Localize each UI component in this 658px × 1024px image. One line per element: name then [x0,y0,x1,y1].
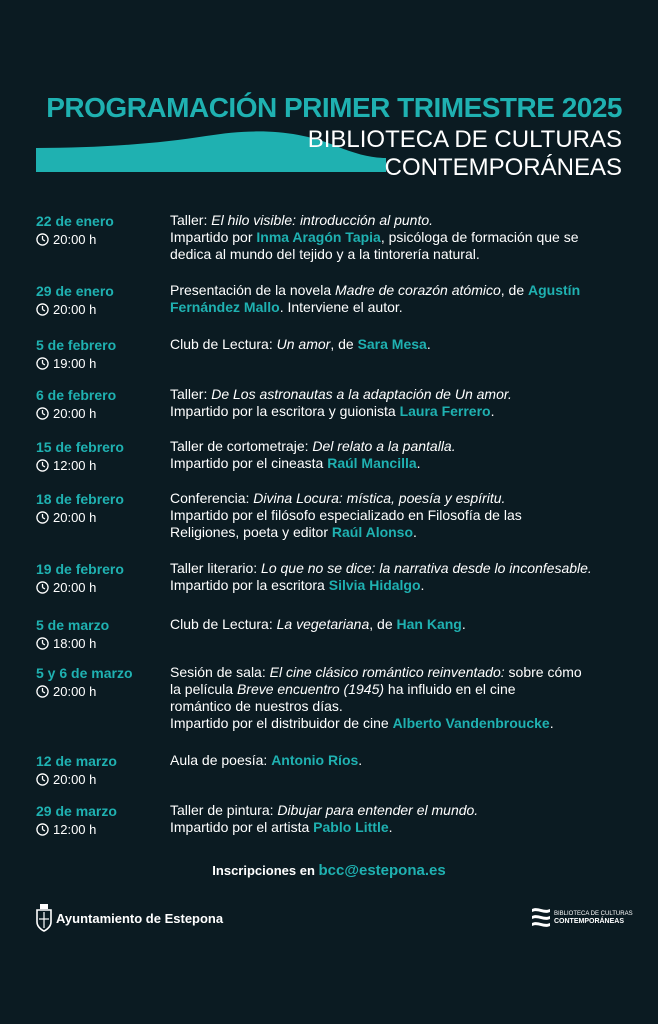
event-work-title: Breve encuentro (1945) [236,681,385,697]
event-text: . [490,403,495,419]
event-text: . [416,455,421,471]
speaker-name: Han Kang [396,616,462,632]
event-date-block [36,616,164,652]
inscriptions-line [0,862,658,879]
event-time-text: 19:00 h [53,356,97,371]
event-date: 29 de enero [36,283,114,299]
event-text: Impartido por el filósofo especializado en Filosofía de las [170,507,522,523]
event-text: Impartido por la escritora [170,577,329,593]
event-description [170,212,630,263]
event-text: Sesión de sala: [170,664,270,680]
event-text: Taller: [170,212,212,228]
event-time [36,231,164,248]
event-description [170,386,630,420]
event-time-text: 20:00 h [53,510,97,525]
event-work-title: El cine clásico romántico reinventado: [269,664,505,680]
speaker-name: Sara Mesa [357,336,427,352]
speaker-name: Inma Aragón Tapia [256,229,381,245]
event-description-line [170,336,630,353]
event-text: Taller de pintura: [170,802,278,818]
event-description-line [170,524,630,541]
event-text: . [388,819,393,835]
event-work-title: Divina Locura: mística, poesía y espíritu. [253,490,506,506]
event-text: . [413,524,417,540]
event-text: , psicóloga de formación que se [380,229,579,245]
event-description [170,616,630,633]
event-work-title: La vegetariana [276,616,370,632]
event-work-title: El hilo visible: introducción al punto. [211,212,434,228]
event-time-text: 18:00 h [53,636,97,651]
event-description-line [170,802,630,819]
event-text: Conferencia: [170,490,254,506]
event-text: dedica al mundo del tejido y a la tintorería natural. [170,246,480,262]
event-date: 5 de marzo [36,617,110,633]
event-time-text: 20:00 h [53,406,97,421]
event-time [36,509,164,526]
event-time [36,771,164,788]
event-time [36,355,164,372]
event-text: . [549,715,554,731]
event-work-title: De Los astronautas a la adaptación de Un amor. [211,386,512,402]
event-text: romántico de nuestros días. [170,698,343,714]
subtitle-line1: BIBLIOTECA DE CULTURAS [307,126,622,153]
event-date-block [36,802,164,838]
clock-icon [36,357,49,370]
event-text: Impartido por [170,229,257,245]
event-date-block [36,438,164,474]
clock-icon [36,233,49,246]
clock-icon [36,303,49,316]
event-text: . Interviene el autor. [279,299,403,315]
clock-icon [36,407,49,420]
coat-of-arms-icon [36,904,52,932]
event-text: la película [170,681,237,697]
event-description [170,490,630,541]
event-work-title: Un amor [276,336,331,352]
event-date-block [36,664,164,700]
event-time [36,821,164,838]
event-description-line [170,490,630,507]
event-time [36,683,164,700]
event-text: Religiones, poeta y editor [170,524,332,540]
event-text: , de [500,282,529,298]
event-description-line [170,681,630,698]
header [0,92,658,192]
event-work-title: Madre de corazón atómico [335,282,501,298]
event-date: 5 de febrero [36,337,117,353]
event-text: . [358,752,363,768]
event-text: Impartido por el cineasta [170,455,328,471]
subtitle-line2: CONTEMPORÁNEAS [384,154,622,181]
ayuntamiento-logo [36,904,223,932]
event-time [36,579,164,596]
speaker-name: Fernández Mallo [170,299,280,315]
event-date-block [36,752,164,788]
event-description [170,336,630,353]
event-description-line [170,616,630,633]
speaker-name: Laura Ferrero [399,403,491,419]
event-text: . [461,616,466,632]
event-description-line [170,819,630,836]
event-date-block [36,386,164,422]
event-date: 29 de marzo [36,803,117,819]
event-date: 6 de febrero [36,387,117,403]
event-text: Club de Lectura: [170,616,277,632]
event-time-text: 12:00 h [53,822,97,837]
event-text: , de [330,336,358,352]
event-time [36,405,164,422]
event-text: . [426,336,431,352]
clock-icon [36,581,49,594]
speaker-name: Pablo Little [313,819,389,835]
speaker-name: Raúl Alonso [331,524,414,540]
event-description [170,752,630,769]
event-description [170,282,630,316]
event-description-line [170,698,630,715]
event-description-line [170,246,630,263]
event-text: Impartido por el artista [170,819,314,835]
event-description [170,438,630,472]
event-description [170,802,630,836]
clock-icon [36,637,49,650]
event-description-line [170,560,630,577]
event-time [36,301,164,318]
clock-icon [36,459,49,472]
speaker-name: Raúl Mancilla [327,455,417,471]
event-work-title: Del relato a la pantalla. [312,438,456,454]
event-text: Club de Lectura: [170,336,277,352]
event-description-line [170,299,630,316]
library-logo-icon [532,906,550,930]
event-description-line [170,664,630,681]
event-date: 12 de marzo [36,753,117,769]
event-time [36,635,164,652]
event-date: 22 de enero [36,213,114,229]
event-description-line [170,212,630,229]
clock-icon [36,823,49,836]
event-time-text: 12:00 h [53,458,97,473]
event-description-line [170,455,630,472]
event-time [36,457,164,474]
event-text: Taller de cortometraje: [170,438,313,454]
library-logo-line1: BIBLIOTECA DE CULTURAS [554,911,633,917]
event-time-text: 20:00 h [53,302,97,317]
event-date-block [36,336,164,372]
event-text: Presentación de la novela [170,282,335,298]
event-text: . [420,577,425,593]
event-work-title: Lo que no se dice: la narrativa desde lo inconfesable. [261,560,592,576]
event-text: sobre cómo [504,664,582,680]
event-date-block [36,282,164,318]
speaker-name: Agustín [528,282,581,298]
event-text: Impartido por el distribuidor de cine [170,715,393,731]
speaker-name: Alberto Vandenbroucke [392,715,550,731]
event-description [170,664,630,732]
speaker-name: Antonio Ríos [271,752,359,768]
event-description-line [170,507,630,524]
ayuntamiento-logo-text: Ayuntamiento de Estepona [56,910,224,926]
event-text: Aula de poesía: [170,752,272,768]
event-text: Impartido por la escritora y guionista [170,403,400,419]
event-description-line [170,229,630,246]
event-work-title: Dibujar para entender el mundo. [277,802,479,818]
inscriptions-label: Inscripciones en [212,863,315,878]
event-date-block [36,560,164,596]
event-date: 19 de febrero [36,561,124,577]
event-time-text: 20:00 h [53,232,97,247]
event-text: ha influido en el cine [384,681,516,697]
inscriptions-email[interactable]: bcc@estepona.es [318,862,446,879]
event-description-line [170,577,630,594]
page-title: PROGRAMACIÓN PRIMER TRIMESTRE 2025 [46,92,622,123]
event-date: 18 de febrero [36,491,124,507]
event-time-text: 20:00 h [53,684,97,699]
event-description-line [170,715,630,732]
event-description-line [170,752,630,769]
clock-icon [36,511,49,524]
event-date: 5 y 6 de marzo [36,665,133,681]
event-time-text: 20:00 h [53,772,97,787]
event-date-block [36,212,164,248]
event-description-line [170,282,630,299]
event-date: 15 de febrero [36,439,124,455]
event-text: , de [369,616,397,632]
event-description-line [170,403,630,420]
event-description-line [170,386,630,403]
library-logo [532,906,633,930]
clock-icon [36,685,49,698]
event-text: Taller literario: [170,560,262,576]
event-time-text: 20:00 h [53,580,97,595]
library-logo-text [554,911,633,925]
event-description-line [170,438,630,455]
speaker-name: Silvia Hidalgo [328,577,421,593]
clock-icon [36,773,49,786]
event-description [170,560,630,594]
library-logo-line2: CONTEMPORÁNEAS [554,918,625,925]
event-text: Taller: [170,386,212,402]
event-date-block [36,490,164,526]
